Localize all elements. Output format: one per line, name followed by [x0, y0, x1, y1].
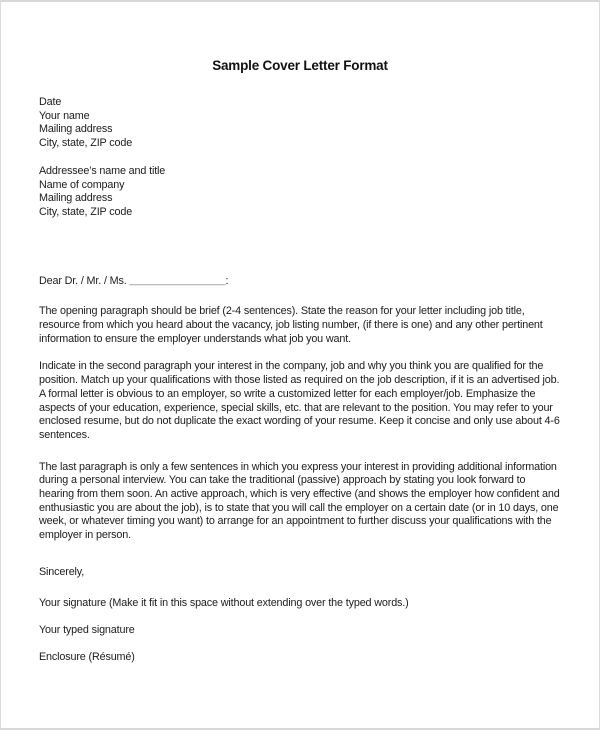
salutation-prefix: Dear Dr. / Mr. / Ms.: [39, 274, 130, 287]
second-paragraph: Indicate in the second paragraph your interest in the company, job and why you think you are qualified for the position. Match up your qualifications with those listed as required on the job description, if it is an advertised job. A formal letter is obvious to an employer, so write a customized letter for each employer/job. Emphasize the aspects of your education, experience, special skills, etc. that are relevant to the position. You may refer to your enclosed resume, but do not duplicate the exact wording of your resume. Keep it concise and only use about 4-6 sentences.: [39, 360, 560, 441]
sender-city-state-zip-line: City, state, ZIP code: [39, 137, 133, 150]
recipient-mailing-address-line: Mailing address: [39, 192, 113, 205]
signature-placeholder-note: Your signature (Make it fit in this space without extending over the typed words.): [39, 596, 409, 609]
closing-sincerely: Sincerely,: [39, 565, 85, 578]
recipient-name-title-line: Addressee’s name and title: [39, 164, 166, 177]
sender-address-block: [39, 96, 561, 151]
sender-mailing-address-line: Mailing address: [39, 123, 113, 136]
last-paragraph: The last paragraph is only a few sentences in which you express your interest in providing additional information during a personal interview. You can take the traditional (passive) approach by stating you look forward to hearing from them soon. An active approach, which is very effective (and shows the employer how confident and enthusiastic you are about the job), is to state that you will call the employer on a certain date (or in 10 days, one week, or whatever timing you want) to arrange for an appointment to further discuss your qualifications with the employer in person.: [39, 460, 560, 542]
opening-paragraph: The opening paragraph should be brief (2-4 sentences). State the reason for your letter including job title, resource from which you heard about the vacancy, job listing number, (if there is one) and any other pertinent information to ensure the employer understands what job you want.: [39, 305, 543, 345]
enclosure-line: Enclosure (Résumé): [39, 650, 135, 663]
recipient-address-block: [39, 165, 561, 220]
typed-signature-line: Your typed signature: [39, 624, 135, 637]
salutation-blank-underline: ________________: [129, 273, 226, 286]
document-title: Sample Cover Letter Format: [212, 58, 388, 73]
sender-date-line: Date: [39, 96, 62, 108]
sender-name-line: Your name: [39, 109, 90, 122]
salutation-line: [39, 275, 561, 289]
recipient-city-state-zip-line: City, state, ZIP code: [39, 205, 133, 218]
recipient-company-line: Name of company: [39, 178, 125, 191]
salutation-colon: :: [225, 274, 229, 287]
